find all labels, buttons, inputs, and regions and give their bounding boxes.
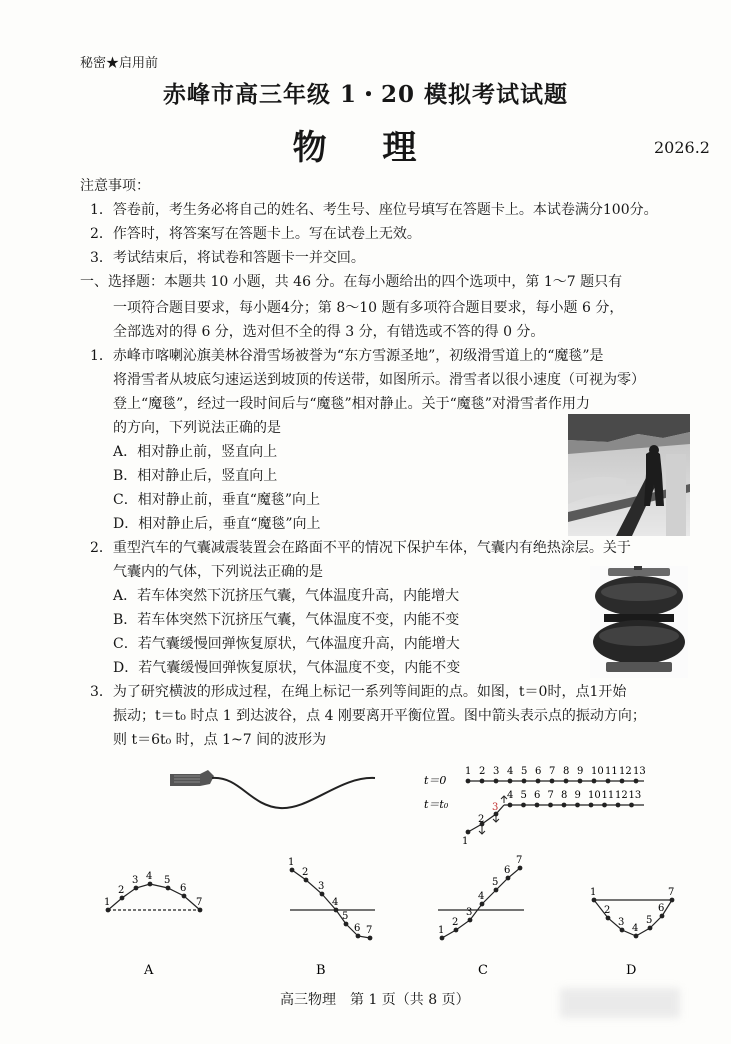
wave-point (518, 866, 523, 871)
point-label: 4 (332, 897, 339, 908)
point-label: 2 (118, 885, 125, 896)
point-label: 13 (633, 766, 646, 777)
wave-point (606, 779, 611, 784)
wave-point (304, 878, 309, 883)
wave-point (521, 803, 526, 808)
wave-point (334, 908, 339, 913)
point-label: 5 (521, 766, 528, 777)
point-label: 1 (104, 897, 111, 908)
wave-point (480, 902, 485, 907)
wave-point (522, 779, 527, 784)
wave-point (440, 936, 445, 941)
q2-option-c[interactable]: C．若气囊缓慢回弹恢复原状，气体温度升高，内能增大 (113, 636, 460, 652)
wave-point (134, 886, 139, 891)
question-1-text: 的方向，下列说法正确的是 (113, 420, 281, 436)
wave-point (634, 934, 639, 939)
wave-point (606, 916, 611, 921)
q1-option-c[interactable]: C．相对静止前，垂直“魔毯”向上 (113, 492, 321, 508)
point-label: 3 (618, 917, 625, 928)
point-label: 6 (535, 766, 542, 777)
wave-point (550, 779, 555, 784)
point-label: 10 (588, 790, 601, 801)
point-label: 12 (619, 766, 632, 777)
point-label: 4 (507, 766, 514, 777)
q2-option-b[interactable]: B．若车体突然下沉挤压气囊，气体温度不变，内能不变 (113, 612, 460, 628)
notes-heading: 注意事项： (80, 178, 150, 194)
question-3-text: 振动；t＝t₀ 时点 1 到达波谷，点 4 刚要离开平衡位置。图中箭头表示点的振动方向； (113, 708, 646, 724)
point-label: 7 (196, 897, 203, 908)
wave-point (356, 934, 361, 939)
wave-point (106, 908, 111, 913)
option-a-label[interactable]: A (144, 963, 154, 978)
point-label: 3 (493, 766, 500, 777)
page-footer: 高三物理 第 1 页（共 8 页） (280, 992, 470, 1008)
wave-point (564, 779, 569, 784)
exam-date: 2026.2 (654, 138, 710, 157)
note-item: 2．作答时，将答案写在答题卡上。写在试卷上无效。 (90, 226, 421, 242)
wave-point (670, 898, 675, 903)
section-instructions: 一、选择题：本题共 10 小题，共 46 分。在每小题给出的四个选项中，第 1～7 题只有 (80, 274, 623, 290)
question-1-text: 1．赤峰市喀喇沁旗美林谷滑雪场被誉为“东方雪源圣地”，初级滑雪道上的“魔毯”是 (90, 348, 604, 364)
wave-point (320, 892, 325, 897)
point-label: 7 (668, 887, 675, 898)
point-label: 6 (504, 865, 511, 876)
point-label: 7 (549, 766, 556, 777)
wave-points-figure (424, 760, 654, 850)
point-label: 1 (288, 857, 295, 868)
question-1-text: 将滑雪者从坡底匀速运送到坡顶的传送带，如图所示。滑雪者以很小速度（可视为零） (113, 372, 645, 388)
wave-options-figure (100, 855, 675, 984)
section-instructions: 一项符合题目要求，每小题4分；第 8～10 题有多项符合题目要求，每小题 6 分， (113, 300, 624, 316)
question-3-text: 3．为了研究横波的形成过程，在绳上标记一系列等间距的点。如图，t＝0时，点1开始 (90, 684, 627, 700)
note-item: 3．考试结束后，将试卷和答题卡一并交回。 (90, 250, 365, 266)
wave-point (480, 779, 485, 784)
scan-watermark (560, 988, 680, 1018)
wave-point (120, 896, 125, 901)
point-label: 4 (632, 923, 639, 934)
section-instructions: 全部选对的得 6 分，选对但不全的得 3 分，有错选或不答的得 0 分。 (113, 324, 545, 340)
hand-rope-figure (170, 766, 380, 822)
point-label: 6 (180, 883, 187, 894)
wave-point (494, 779, 499, 784)
exam-title: 赤峰市高三年级 1・20 模拟考试试题 (162, 81, 569, 108)
option-b-label[interactable]: B (316, 963, 326, 978)
arrow-down-icon (493, 816, 499, 822)
wave-point (344, 922, 349, 927)
point-label: 6 (658, 903, 665, 914)
airbag-photo (590, 566, 688, 678)
point-label: 5 (492, 877, 499, 888)
point-label: 5 (164, 875, 171, 886)
point-label: 2 (478, 814, 485, 825)
point-label: 5 (342, 911, 349, 922)
question-3-text: 则 t＝6t₀ 时，点 1~7 间的波形为 (113, 732, 327, 748)
wave-point (660, 914, 665, 919)
point-label: 12 (615, 790, 628, 801)
skier-photo (568, 414, 690, 536)
q2-option-a[interactable]: A．若车体突然下沉挤压气囊，气体温度升高，内能增大 (113, 588, 460, 604)
wave-point (368, 936, 373, 941)
point-label: 8 (563, 766, 570, 777)
wave-point (562, 803, 567, 808)
point-label: 7 (547, 790, 554, 801)
wave-point (575, 803, 580, 808)
point-label: 9 (577, 766, 584, 777)
q1-option-d[interactable]: D．相对静止后，垂直“魔毯”向上 (113, 516, 321, 532)
wave-point (602, 803, 607, 808)
point-label: 5 (646, 915, 653, 926)
wave-point (629, 803, 634, 808)
point-label: 10 (591, 766, 604, 777)
wave-point (506, 876, 511, 881)
question-1-text: 登上“魔毯”，经过一段时间后与“魔毯”相对静止。关于“魔毯”对滑雪者作用力 (113, 396, 590, 412)
wave-point (535, 803, 540, 808)
point-label: 7 (516, 855, 523, 866)
note-item: 1．答卷前，考生务必将自己的姓名、考生号、座位号填写在答题卡上。本试卷满分100分。 (90, 202, 658, 218)
point-label: 3 (492, 802, 499, 813)
point-label: 2 (452, 917, 459, 928)
subject-title: 物 理 (292, 128, 439, 168)
point-label: 4 (146, 871, 153, 882)
wave-point (454, 928, 459, 933)
q1-option-b[interactable]: B．相对静止后，竖直向上 (113, 468, 278, 484)
point-label: 13 (628, 790, 642, 801)
wave-point (578, 779, 583, 784)
wave-point (648, 926, 653, 931)
point-label: 3 (132, 875, 139, 886)
wave-point (634, 779, 639, 784)
wave-point (182, 894, 187, 899)
wave-point (466, 779, 471, 784)
wave-point (148, 882, 153, 887)
point-label: 1 (438, 925, 445, 936)
wave-point (166, 886, 171, 891)
option-d-label[interactable]: D (626, 963, 637, 978)
point-label: 3 (466, 907, 473, 918)
arrow-down-icon (479, 826, 485, 834)
wave-point (620, 928, 625, 933)
wave-point (290, 868, 295, 873)
wave-point (616, 803, 621, 808)
secret-label: 秘密★启用前 (80, 56, 159, 71)
wave-point (620, 779, 625, 784)
point-label: 11 (601, 790, 615, 801)
point-label: 11 (605, 766, 618, 777)
point-label: 1 (590, 887, 597, 898)
wave-point (536, 779, 541, 784)
point-label: 4 (507, 790, 514, 801)
wave-point (589, 803, 594, 808)
point-label: 6 (354, 923, 361, 934)
wave-point (592, 779, 597, 784)
point-label: 3 (318, 881, 325, 892)
question-2-text: 气囊内的气体，下列说法正确的是 (113, 564, 323, 580)
wave-point (466, 830, 471, 835)
question-2-text: 2．重型汽车的气囊减震装置会在路面不平的情况下保护车体，气囊内有绝热涂层。关于 (90, 540, 631, 556)
wave-point (468, 918, 473, 923)
wave-point (508, 803, 513, 808)
hand-icon (170, 770, 214, 786)
point-label: 4 (478, 891, 485, 902)
point-label: 1 (462, 836, 469, 847)
row-tt0-label: t＝t₀ (424, 798, 449, 811)
wave-point (548, 803, 553, 808)
q1-option-a[interactable]: A．相对静止前，竖直向上 (113, 444, 278, 460)
point-label: 2 (302, 867, 309, 878)
option-c-label[interactable]: C (478, 963, 488, 978)
q2-option-d[interactable]: D．若气囊缓慢回弹恢复原状，气体温度不变，内能不变 (113, 660, 461, 676)
wave-point (494, 888, 499, 893)
point-label: 7 (366, 925, 373, 936)
point-label: 8 (561, 790, 568, 801)
point-label: 1 (465, 766, 472, 777)
row-t0-label: t＝0 (424, 774, 447, 787)
wave-point (508, 779, 513, 784)
point-label: 6 (534, 790, 541, 801)
rope-wave (212, 778, 375, 808)
wave-point (198, 908, 203, 913)
point-label: 2 (604, 905, 611, 916)
wave-point (592, 898, 597, 903)
point-label: 9 (574, 790, 581, 801)
point-label: 5 (520, 790, 527, 801)
point-label: 2 (479, 766, 486, 777)
